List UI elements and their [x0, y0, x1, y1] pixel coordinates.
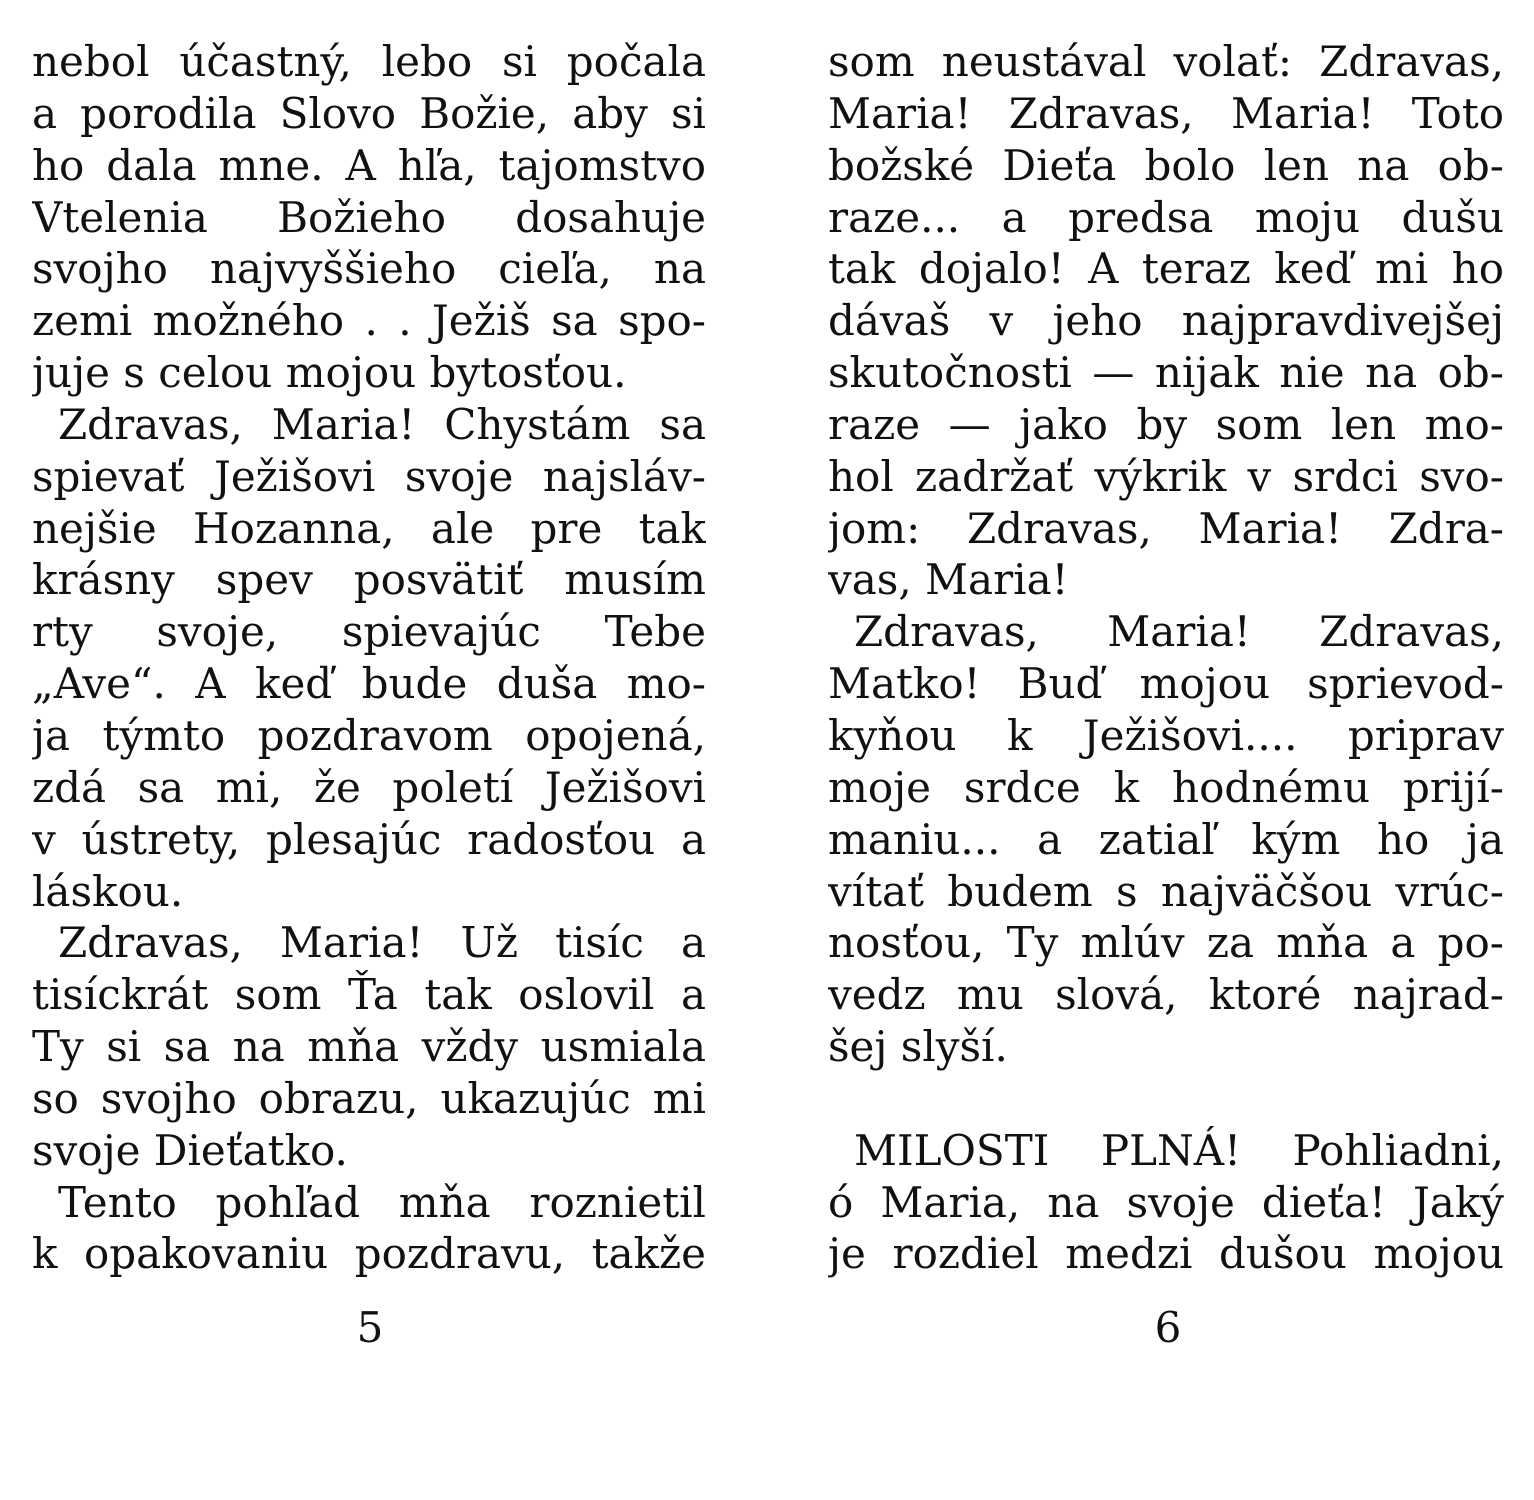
text-line: kyňou k Ježišovi.... priprav	[828, 710, 1504, 760]
text-line: raze — jako by som len mo-	[828, 399, 1504, 449]
text-line: k opakovaniu pozdravu, takže	[32, 1229, 706, 1279]
paragraph-start-line: Tento pohľad mňa roznietil	[58, 1177, 706, 1227]
text-line: krásny spev posvätiť musím	[32, 555, 706, 605]
text-line: Vtelenia Božieho dosahuje	[32, 192, 706, 242]
text-line: moje srdce k hodnému prijí-	[828, 762, 1504, 812]
text-line: vedz mu slová, ktoré najrad-	[828, 970, 1504, 1020]
text-line: ó Maria, na svoje dieťa! Jaký	[828, 1177, 1504, 1227]
right-page	[767, 0, 1534, 1500]
paragraph-start-line: Zdravas, Maria! Zdravas,	[854, 607, 1504, 657]
text-line: Maria! Zdravas, Maria! Toto	[828, 88, 1504, 138]
text-line: hol zadržať výkrik v srdci svo-	[828, 451, 1504, 501]
text-line: v ústrety, plesajúc radosťou a	[32, 814, 706, 864]
text-line: zdá sa mi, že poletí Ježišovi	[32, 762, 706, 812]
section-heading-line: MILOSTI PLNÁ! Pohliadni,	[854, 1125, 1504, 1175]
right-page-text	[828, 36, 1504, 1280]
text-line: jom: Zdravas, Maria! Zdra-	[828, 503, 1504, 553]
page-number: 6	[1154, 1303, 1182, 1352]
text-line: tak dojalo! A teraz keď mi ho	[828, 244, 1504, 294]
left-page-text	[32, 36, 706, 1280]
text-line: skutočnosti — nijak nie na ob-	[828, 348, 1504, 398]
text-line: dávaš v jeho najpravdivejšej	[828, 296, 1504, 346]
text-line: spievať Ježišovi svoje najsláv-	[32, 451, 706, 501]
text-line: je rozdiel medzi dušou mojou	[828, 1229, 1504, 1279]
text-line: nosťou, Ty mlúv za mňa a po-	[828, 918, 1504, 968]
section-spacer	[828, 1073, 1504, 1125]
text-line: raze... a predsa moju dušu	[828, 192, 1504, 242]
text-line: láskou.	[32, 866, 184, 916]
text-line: nebol účastný, lebo si počala	[32, 37, 706, 86]
text-line: ja týmto pozdravom opojená,	[32, 710, 706, 760]
text-line: zemi možného . . Ježiš sa spo-	[32, 296, 706, 346]
text-line: svojho najvyššieho cieľa, na	[32, 244, 706, 294]
paragraph-start-line: Zdravas, Maria! Už tisíc a	[58, 918, 706, 968]
text-line: nejšie Hozanna, ale pre tak	[32, 503, 706, 553]
text-line: Ty si sa na mňa vždy usmiala	[32, 1022, 706, 1072]
text-line: so svojho obrazu, ukazujúc mi	[32, 1073, 706, 1123]
text-line: vas, Maria!	[828, 555, 1069, 605]
text-line: a porodila Slovo Božie, aby si	[32, 88, 706, 138]
paragraph-start-line: Zdravas, Maria! Chystám sa	[58, 399, 706, 449]
text-line: Matko! Buď mojou sprievod-	[828, 659, 1504, 709]
page-number: 5	[356, 1303, 384, 1352]
text-line: svoje Dieťatko.	[32, 1125, 348, 1175]
text-line: som neustával volať: Zdravas,	[828, 37, 1504, 86]
text-line: „Ave“. A keď bude duša mo-	[32, 659, 706, 709]
text-line: juje s celou mojou bytosťou.	[32, 348, 627, 398]
text-line: šej slyší.	[828, 1022, 1008, 1072]
text-line: maniu... a zatiaľ kým ho ja	[828, 814, 1504, 864]
text-line: rty svoje, spievajúc Tebe	[32, 607, 706, 657]
text-line: ho dala mne. A hľa, tajomstvo	[32, 140, 706, 190]
text-line: tisíckrát som Ťa tak oslovil a	[32, 970, 706, 1020]
text-line: vítať budem s najväčšou vrúc-	[828, 866, 1504, 916]
text-line: božské Dieťa bolo len na ob-	[828, 140, 1504, 190]
